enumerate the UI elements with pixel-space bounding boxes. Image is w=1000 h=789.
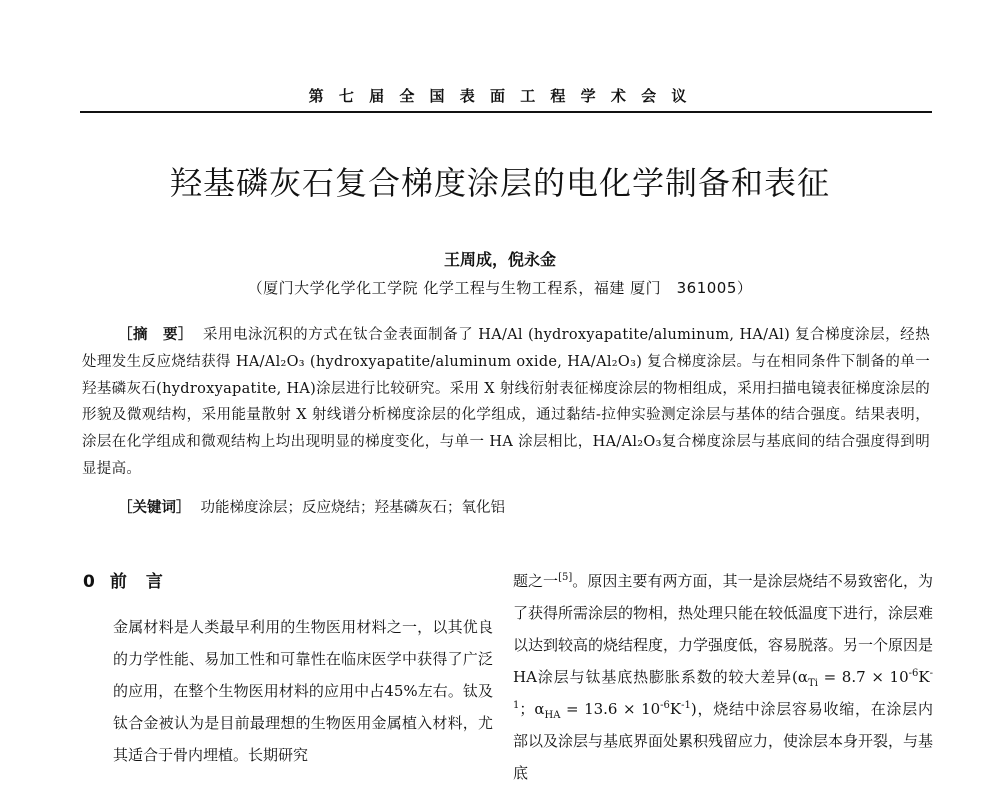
header-rule [80, 111, 932, 113]
abstract-label: ［摘 要］ [118, 326, 194, 343]
section-title: 前 言 [109, 572, 164, 592]
affiliation: （厦门大学化学化工学院 化学工程与生物工程系，福建 厦门 361005） [247, 279, 753, 297]
body-text: 题之一 [513, 572, 559, 590]
body-paragraph-left: 金属材料是人类最早利用的生物医用材料之一，以其优良的力学性能、易加工性和可靠性在临床医学中获得了广泛的应用，在整个生物医用材料的应用中占45%左右。钛及钛合金被认为是目前最理想的生物医用金属植入材料，尤其适合于骨内埋植。长期研究 [113, 618, 493, 764]
abstract [82, 322, 930, 483]
citation-ref[interactable]: [5] [558, 572, 573, 583]
section-number: 0 [83, 572, 96, 592]
section-heading [83, 567, 164, 592]
body-text: = 13.6 × 10 [560, 700, 661, 718]
body-text: )，烧结中涂层容易收缩，在涂层内部以及涂层与基底界面处累积残留应力，使涂层本身开裂，与基底 [513, 700, 934, 782]
superscript: -1 [681, 700, 691, 711]
subscript: HA [544, 710, 561, 721]
body-text: K [918, 668, 930, 686]
body-text: ；α [519, 700, 545, 718]
keywords-text: 功能梯度涂层；反应烧结；羟基磷灰石；氧化铝 [200, 500, 505, 516]
body-column-right [513, 565, 933, 789]
superscript: -6 [908, 668, 919, 679]
keywords [118, 495, 930, 521]
superscript: -1 [513, 668, 933, 711]
body-text: 。原因主要有两方面，其一是涂层烧结不易致密化，为了获得所需涂层的物相，热处理只能在较低温度下进行，涂层难以达到较高的烧结程度，力学强度低，容易脱落。另一个原因是HA涂层与钛基底热膨胀系数的较大差异(α [513, 572, 934, 686]
subscript: Ti [808, 678, 818, 689]
authors: 王周成，倪永金 [443, 250, 556, 269]
superscript: -6 [660, 700, 670, 711]
abstract-text: 采用电泳沉积的方式在钛合金表面制备了 HA/Al (hydroxyapatite/aluminum, HA/Al) 复合梯度涂层，经热处理发生反应烧结获得 HA/Al₂O₃ (hydroxyapatite/aluminum oxide, HA/Al₂O₃) 复合梯度涂层。与在相同条件下制备的单一羟基磷灰石(hydroxyapatite, HA)涂层进行比较研究。采用 X 射线衍射表征梯度涂层的物相组成，采用扫描电镜表征梯度涂层的形貌及微观结构，采用能量散射 X 射线谱分析梯度涂层的化学组成，通过黏结-拉伸实验测定涂层与基体的结合强度。结果表明，涂层在化学组成和微观结构上均出现明显的梯度变化，与单一 HA 涂层相比，HA/Al₂O₃复合梯度涂层与基底间的结合强度得到明显提高。 [82, 327, 930, 477]
body-text: K [669, 700, 682, 718]
body-text: = 8.7 × 10 [817, 668, 909, 686]
conference-header: 第 七 届 全 国 表 面 工 程 学 术 会 议 [308, 87, 692, 105]
body-column-left [83, 611, 493, 771]
paper-title: 羟基磷灰石复合梯度涂层的电化学制备和表征 [169, 164, 830, 202]
keywords-label: ［关键词］ [118, 499, 191, 516]
